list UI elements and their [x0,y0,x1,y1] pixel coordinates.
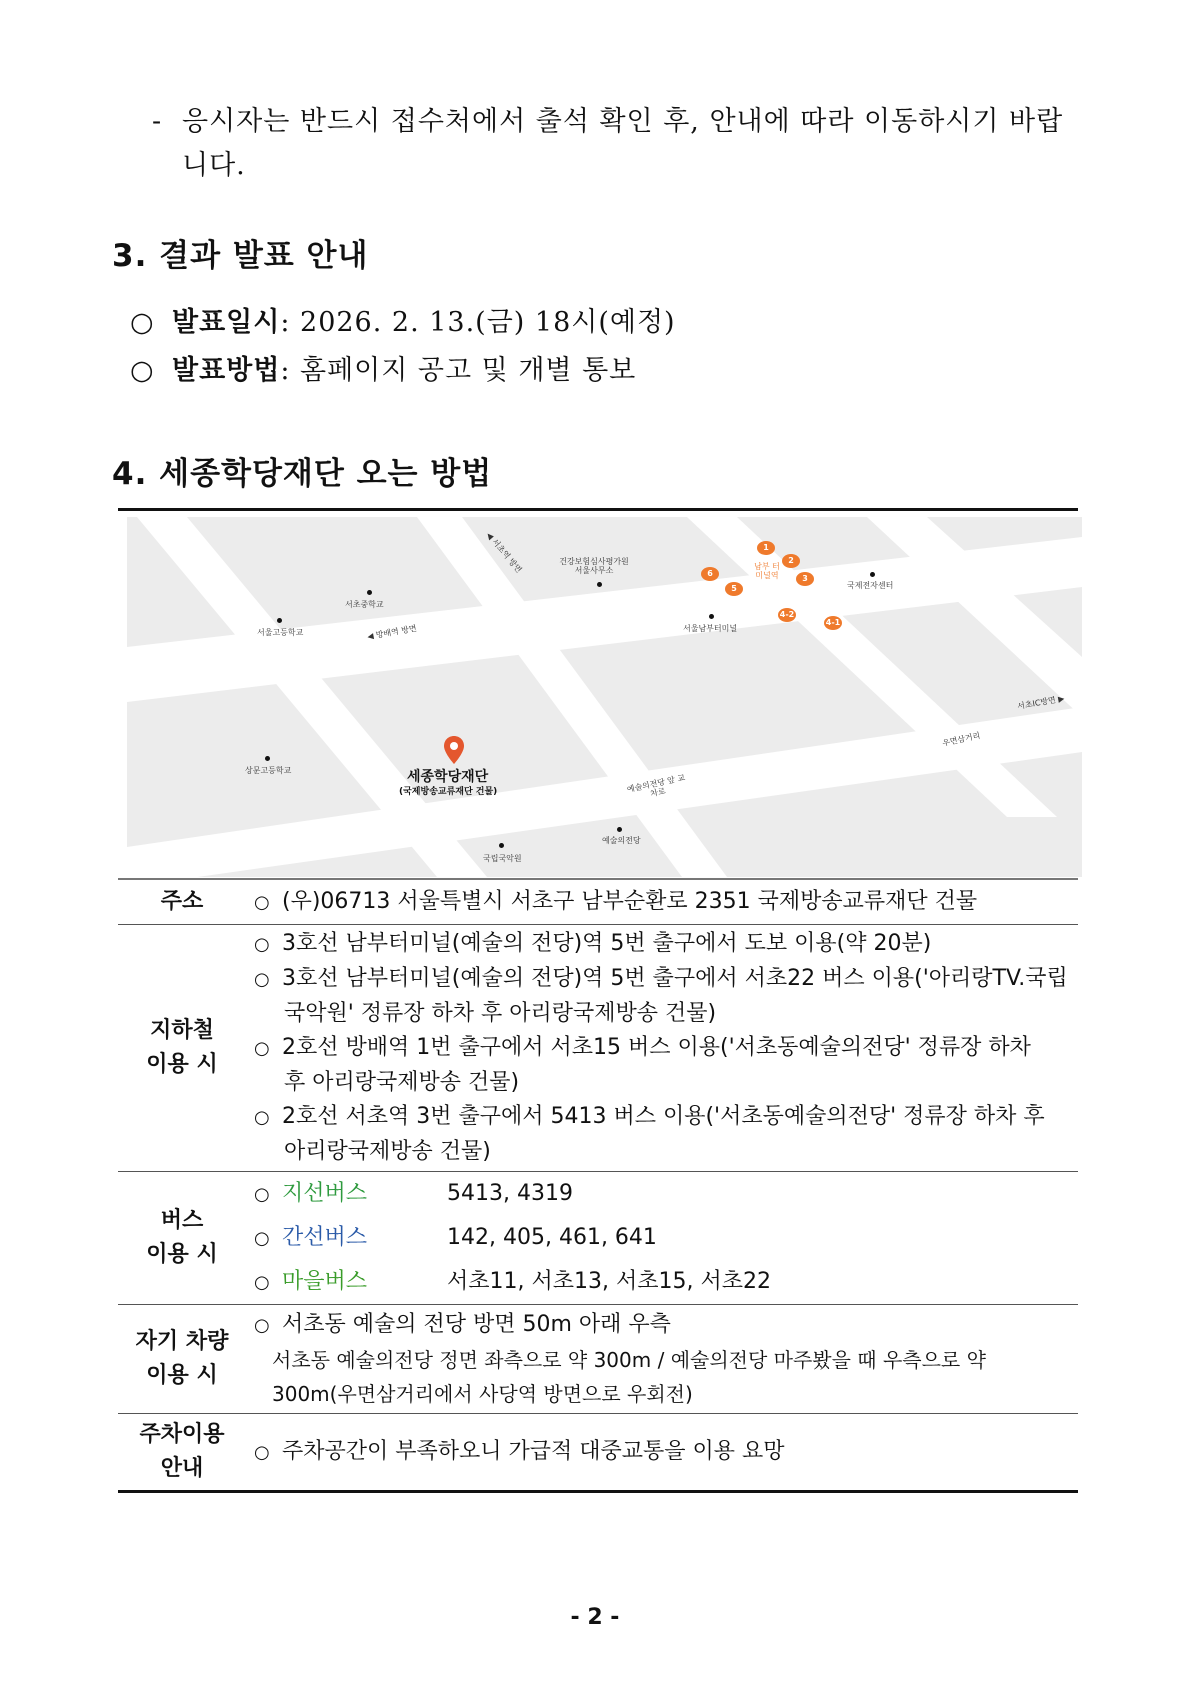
intro-paragraph [152,100,1072,188]
dash-bullet: - [152,106,163,137]
subway-label: 지하철 이용 시 [146,1018,218,1077]
bus-numbers: 142, 405, 461, 641 [447,1225,657,1250]
circle-bullet-icon: ○ [130,307,155,338]
circle-bullet-icon: ○ [254,1228,270,1249]
table-row-car [118,1305,1078,1414]
map-label-sangmun-high-school: 상문고등학교 [245,766,292,775]
bus-type-branch: 지선버스 [282,1181,368,1206]
subway-exit-5-icon: 5 [725,582,743,596]
circle-bullet-icon: ○ [254,1184,270,1205]
bus-item-branch [254,1172,1078,1216]
page-number: - 2 - [570,1605,620,1630]
circle-bullet-icon: ○ [254,1038,270,1059]
circle-bullet-icon: ○ [254,1314,270,1336]
circle-bullet-icon: ○ [254,1441,270,1463]
subway-item: ○ 3호선 남부터미널(예술의 전당)역 5번 출구에서 서초22 버스 이용('아리랑TV.국립 [254,962,1078,997]
bus-type-trunk: 간선버스 [282,1225,368,1250]
map-dot [617,827,622,832]
bus-item-trunk [254,1216,1078,1260]
map-dot [367,590,372,595]
section-4-heading: 4. 세종학당재단 오는 방법 [112,456,493,492]
intro-text: 응시자는 반드시 접수처에서 출석 확인 후, 안내에 따라 이동하시기 바랍니다. [182,106,1064,181]
section-3-heading: 3. 결과 발표 안내 [112,238,369,274]
map-dot [499,843,504,848]
table-row-subway [118,925,1078,1172]
car-content: ○ 서초동 예술의 전당 방면 50m 아래 우측 서초동 예술의전당 정면 좌측으로 약 300m / 예술의전당 마주봤을 때 우측으로 약 300m(우면삼거리에서 사당역 방면으로 우회전) [246,1305,1078,1414]
announcement-date-value: 2026. 2. 13.(금) 18시(예정) [290,307,676,338]
directions-table [118,878,1078,1493]
car-label: 자기 차량 이용 시 [135,1329,229,1388]
subway-exit-6-icon: 6 [701,567,719,581]
bus-content [246,1172,1078,1305]
announcement-date-item: ○ 발표일시: 2026. 2. 13.(금) 18시(예정) [130,307,676,338]
map-label-arts-center-intersection: 예술의전당 앞 교차로 [626,773,686,799]
map-dot [597,582,602,587]
subway-exit-4-2-icon: 4-2 [778,608,796,622]
circle-bullet-icon: ○ [254,969,270,990]
map-dot [265,756,270,761]
map-label-seoul-high-school: 서울고등학교 [257,628,304,637]
circle-bullet-icon: ○ [130,355,155,386]
subway-item: ○ 3호선 남부터미널(예술의 전당)역 5번 출구에서 도보 이용(약 20분) [254,927,1078,962]
bus-label: 버스 이용 시 [146,1208,218,1267]
map-label-nambu-terminal-station: 남부 터미널역 [754,562,780,580]
map-dot [870,572,875,577]
bus-numbers: 서초11, 서초13, 서초15, 서초22 [447,1269,771,1294]
map-dot [277,618,282,623]
circle-bullet-icon: ○ [254,1272,270,1293]
location-map [127,517,1082,877]
location-pin-icon [443,735,465,765]
circle-bullet-icon: ○ [254,934,270,955]
address-text: (우)06713 서울특별시 서초구 남부순환로 2351 국제방송교류재단 건물 [282,888,978,914]
subway-exit-3-icon: 3 [796,572,814,586]
table-row-parking [118,1414,1078,1492]
map-label-target-name: 세종학당재단 [407,769,489,785]
map-label-hira: 건강보험심사평가원 서울사무소 [559,557,629,575]
map-label-seocho-ic-direction: 서초IC방면 ▶ [1016,693,1065,712]
bus-type-village: 마을버스 [282,1269,368,1294]
map-label-seoul-nambu-terminal: 서울남부터미널 [683,624,738,633]
subway-exit-1-icon: 1 [757,541,775,555]
map-label-international-electronics-center: 국제전자센터 [847,581,894,590]
circle-bullet-icon: ○ [254,891,270,913]
subway-item: ○ 2호선 서초역 3번 출구에서 5413 버스 이용('서초동예술의전당' 정류장 하차 후 [254,1100,1078,1135]
map-label-target-subtitle: (국제방송교류재단 건물) [399,787,498,797]
parking-label: 주차이용 안내 [139,1422,225,1481]
subway-item: ○ 2호선 방배역 1번 출구에서 서초15 버스 이용('서초동예술의전당' 정류장 하차 [254,1031,1078,1066]
table-top-border [118,508,1078,511]
announcement-method-value: 홈페이지 공고 및 개별 통보 [290,355,637,386]
table-row-bus [118,1172,1078,1305]
map-label-seocho-station-direction: ◀ 서초역 방면 [484,530,524,575]
table-row-address [118,879,1078,925]
map-label-seocho-middle-school: 서초중학교 [345,600,384,609]
parking-content: ○ 주차공간이 부족하오니 가급적 대중교통을 이용 요망 [246,1414,1078,1492]
map-dot [709,614,714,619]
map-label-gugak-center: 국립국악원 [483,854,522,863]
announcement-method-item: ○ 발표방법: 홈페이지 공고 및 개별 통보 [130,355,637,386]
address-content [246,879,1078,925]
bus-item-village [254,1260,1078,1304]
subway-content: ○ 3호선 남부터미널(예술의 전당)역 5번 출구에서 도보 이용(약 20분) ○ 3호선 남부터미널(예술의 전당)역 5번 출구에서 서초22 버스 이용('아리랑TV.국립 국악원' 정류장 하차 후 아리랑국제방송 건물) ○ 2호선 방배역 1번 출구에서 서초15 버스 이용('서초동예술의전당' 정류장 하차 후 아리랑국제방송 건물) ○ 2호선 서초역 3번 출구에서 5413 버스 이용('서초동예술의전당' 정류장 하차 후 아리랑국제방송 건물) [246,925,1078,1172]
announcement-date-label: 발표일시 [172,307,281,338]
announcement-method-label: 발표방법 [172,355,281,386]
map-label-arts-center: 예술의전당 [602,836,641,845]
address-label: 주소 [160,889,204,914]
circle-bullet-icon: ○ [254,1107,270,1128]
subway-exit-2-icon: 2 [782,554,800,568]
subway-exit-4-1-icon: 4-1 [824,616,842,630]
map-label-bangbae-station-direction: ◀ 방배역 방면 [366,623,418,642]
bus-numbers: 5413, 4319 [447,1181,573,1206]
map-label-umyeon-junction: 우면삼거리 [941,731,982,748]
